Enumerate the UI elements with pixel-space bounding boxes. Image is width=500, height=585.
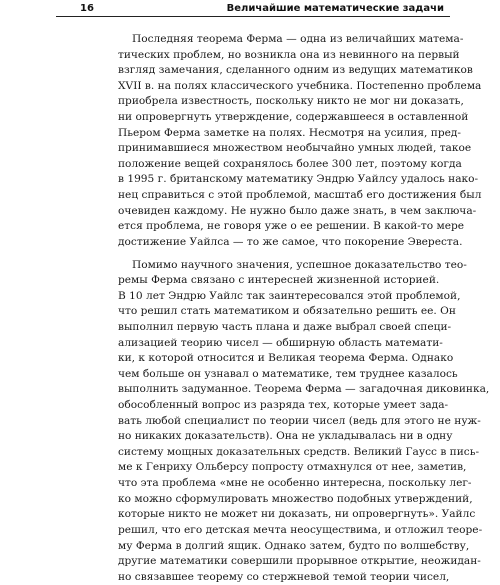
- text-line: ни опровергнуть утверждение, содержавшееся в оставленной: [118, 111, 469, 124]
- text-line: Помимо научного значения, успешное доказательство тео-: [132, 258, 467, 271]
- text-line: выполнил первую часть плана и даже выбрал своей специ-: [118, 320, 452, 333]
- paragraph-gap: [118, 251, 420, 258]
- text-line: обособленный вопрос из разряда тех, которые умеет зада-: [118, 399, 449, 412]
- text-line: но никаких доказательств). Она не укладывалась ни в одну: [118, 430, 453, 443]
- text-line: достижение Уайлса — то же самое, что покорение Эвереста.: [118, 235, 463, 248]
- paragraph-2: [118, 258, 490, 585]
- text-line: которые никто не может ни доказать, ни опровергнуть». Уайлс: [118, 508, 476, 521]
- text-line: выполнить задуманное. Теорема Ферма — загадочная диковинка,: [118, 383, 490, 396]
- text-line: принимавшиеся множеством необычайно умных людей, такое: [118, 142, 472, 155]
- text-line: ко можно сформулировать множество подобных утверждений,: [118, 492, 473, 505]
- paragraph-1: [118, 32, 482, 251]
- text-line: ме к Генриху Ольберсу попросту отмахнулся от нее, заметив,: [118, 461, 467, 474]
- page-number: 16: [80, 3, 94, 14]
- text-line: очевиден каждому. Не нужно было даже знать, в чем заключа-: [118, 204, 477, 217]
- text-line: решил, что его детская мечта неосуществима, и отложил теоре-: [118, 523, 483, 536]
- page-header: [56, 2, 450, 17]
- text-line: чем больше он узнавал о математике, тем труднее казалось: [118, 367, 458, 380]
- text-line: но связавшее теорему со стержневой темой теории чисел,: [118, 570, 450, 583]
- text-line: приобрела известность, поскольку никто не мог ни доказать,: [118, 95, 464, 108]
- text-line: В 10 лет Эндрю Уайлс так заинтересовался этой проблемой,: [118, 289, 461, 302]
- text-line: ется проблема, не говоря уже о ее решении. В какой-то мере: [118, 220, 465, 233]
- text-line: тических проблем, но возникла она из невинного на первый: [118, 48, 460, 61]
- text-line: нец справиться с этой проблемой, масштаб его достижения был: [118, 189, 482, 202]
- running-title: Величайшие математические задачи: [226, 3, 444, 14]
- text-line: что эта проблема «мне не особенно интересна, поскольку лег-: [118, 477, 472, 490]
- text-line: ки, к которой относится и Великая теорема Ферма. Однако: [118, 352, 454, 365]
- text-line: Последняя теорема Ферма — одна из величайших матема-: [132, 33, 464, 45]
- text-line: му Ферма в долгий ящик. Однако затем, будто по волшебству,: [118, 539, 470, 552]
- text-line: систему мощных доказательных средств. Великий Гаусс в пись-: [118, 445, 480, 458]
- text-line: Пьером Ферма заметке на полях. Несмотря на усилия, пред-: [118, 126, 461, 139]
- text-line: в 1995 г. британскому математику Эндрю Уайлсу удалось нако-: [118, 173, 479, 186]
- text-line: другие математики совершили прорывное открытие, неожидан-: [118, 555, 481, 568]
- text-line: XVII в. на полях классического учебника. Постепенно проблема: [118, 79, 482, 92]
- text-line: вать любой специалист по теории чисел (ведь для этого не нуж-: [118, 414, 481, 427]
- text-line: положение вещей сохранялось более 300 лет, поэтому когда: [118, 157, 462, 170]
- text-line: ремы Ферма связано с интересней жизненной историей.: [118, 274, 440, 287]
- body-text: [118, 32, 490, 585]
- text-line: взгляд замечания, сделанного одним из ведущих математиков: [118, 64, 473, 77]
- text-line: ализацией теорию чисел — обширную область математи-: [118, 336, 443, 349]
- text-line: что решил стать математиком и обязательно решить ее. Он: [118, 305, 456, 318]
